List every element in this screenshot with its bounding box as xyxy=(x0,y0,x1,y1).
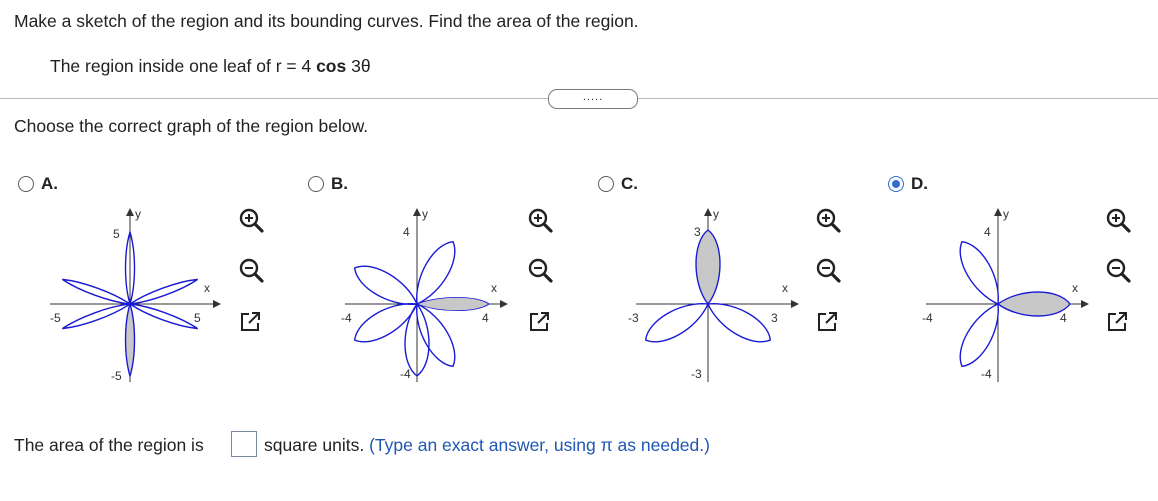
graph-b xyxy=(327,200,517,385)
region-prefix: The region inside one leaf of r = 4 xyxy=(50,56,317,76)
choice-b[interactable] xyxy=(308,174,348,194)
instruction-text: Make a sketch of the region and its bounding curves. Find the area of the region. xyxy=(14,11,639,31)
graph-a-x-label: x xyxy=(204,281,210,295)
graph-a-petal xyxy=(129,300,199,332)
graph-a-petal xyxy=(129,276,199,308)
choice-a-label: A. xyxy=(41,174,58,193)
graph-d-petal xyxy=(952,236,1009,310)
popout-icon[interactable] xyxy=(238,310,262,334)
choice-d[interactable] xyxy=(888,174,928,194)
graph-a-y-max: 5 xyxy=(113,227,120,241)
graph-d-y-arrow xyxy=(994,208,1002,216)
choice-prompt: Choose the correct graph of the region below. xyxy=(14,116,369,136)
graph-b-x-arrow xyxy=(500,300,508,308)
graph-a-x-min: -5 xyxy=(50,311,61,325)
graph-c xyxy=(618,200,808,385)
graph-c-y-label: y xyxy=(713,207,719,221)
graph-d xyxy=(908,200,1098,385)
graph-a-y-min: -5 xyxy=(111,369,122,383)
graph-d-y-label: y xyxy=(1003,207,1009,221)
zoom-in-icon[interactable] xyxy=(238,207,264,233)
choice-a[interactable] xyxy=(18,174,58,194)
graph-c-x-max: 3 xyxy=(771,311,778,325)
answer-suffix-line xyxy=(264,435,710,456)
graph-b-y-arrow xyxy=(413,208,421,216)
graph-b-x-label: x xyxy=(491,281,497,295)
choice-b-label: B. xyxy=(331,174,348,193)
graph-d-x-arrow xyxy=(1081,300,1089,308)
graph-b-y-min: -4 xyxy=(400,367,411,381)
graph-a xyxy=(40,200,230,385)
zoom-in-icon[interactable] xyxy=(527,207,553,233)
zoom-out-icon[interactable] xyxy=(1105,257,1131,283)
zoom-in-icon[interactable] xyxy=(1105,207,1131,233)
choice-c[interactable] xyxy=(598,174,638,194)
graph-a-shaded-petal xyxy=(126,304,135,376)
graph-c-x-arrow xyxy=(791,300,799,308)
graph-a-x-arrow xyxy=(213,300,221,308)
graph-c-y-max: 3 xyxy=(694,225,701,239)
popout-icon[interactable] xyxy=(1105,310,1129,334)
graph-b-x-max: 4 xyxy=(482,311,489,325)
region-suffix: 3θ xyxy=(346,56,371,76)
graph-d-x-label: x xyxy=(1072,281,1078,295)
graph-d-y-min: -4 xyxy=(981,367,992,381)
zoom-out-icon[interactable] xyxy=(238,257,264,283)
graph-b-x-min: -4 xyxy=(341,311,352,325)
region-bold-cos: cos xyxy=(316,56,347,76)
graph-a-x-max: 5 xyxy=(194,311,201,325)
zoom-in-icon[interactable] xyxy=(815,207,841,233)
choice-b-radio[interactable] xyxy=(308,176,324,192)
graph-a-petal xyxy=(61,276,131,308)
choice-d-radio[interactable] xyxy=(888,176,904,192)
graph-c-petal xyxy=(702,294,776,351)
graph-b-petal xyxy=(349,258,423,315)
expand-button[interactable]: ..... xyxy=(548,89,638,109)
graph-d-petal xyxy=(952,298,1009,372)
graph-d-y-max: 4 xyxy=(984,225,991,239)
graph-b-shaded-petal xyxy=(417,297,489,310)
zoom-out-icon[interactable] xyxy=(527,257,553,283)
graph-c-x-label: x xyxy=(782,281,788,295)
graph-c-y-min: -3 xyxy=(691,367,702,381)
graph-a-petal xyxy=(61,300,131,332)
graph-d-x-min: -4 xyxy=(922,311,933,325)
answer-hint: (Type an exact answer, using π as needed.) xyxy=(369,435,710,455)
choice-c-radio[interactable] xyxy=(598,176,614,192)
area-answer-input[interactable] xyxy=(231,431,257,457)
choice-d-label: D. xyxy=(911,174,928,193)
answer-prefix: The area of the region is xyxy=(14,435,204,455)
graph-b-y-label: y xyxy=(422,207,428,221)
graph-c-x-min: -3 xyxy=(628,311,639,325)
graph-c-y-arrow xyxy=(704,208,712,216)
choice-a-radio[interactable] xyxy=(18,176,34,192)
graph-c-shaded-petal xyxy=(696,230,720,304)
graph-c-petal xyxy=(640,294,714,351)
answer-units: square units. xyxy=(264,435,365,455)
graph-d-x-max: 4 xyxy=(1060,311,1067,325)
popout-icon[interactable] xyxy=(527,310,551,334)
graph-b-petal xyxy=(349,294,423,351)
zoom-out-icon[interactable] xyxy=(815,257,841,283)
popout-icon[interactable] xyxy=(815,310,839,334)
region-description xyxy=(50,56,371,77)
graph-a-y-label: y xyxy=(135,207,141,221)
graph-b-y-max: 4 xyxy=(403,225,410,239)
graph-a-y-arrow xyxy=(126,208,134,216)
choice-c-label: C. xyxy=(621,174,638,193)
